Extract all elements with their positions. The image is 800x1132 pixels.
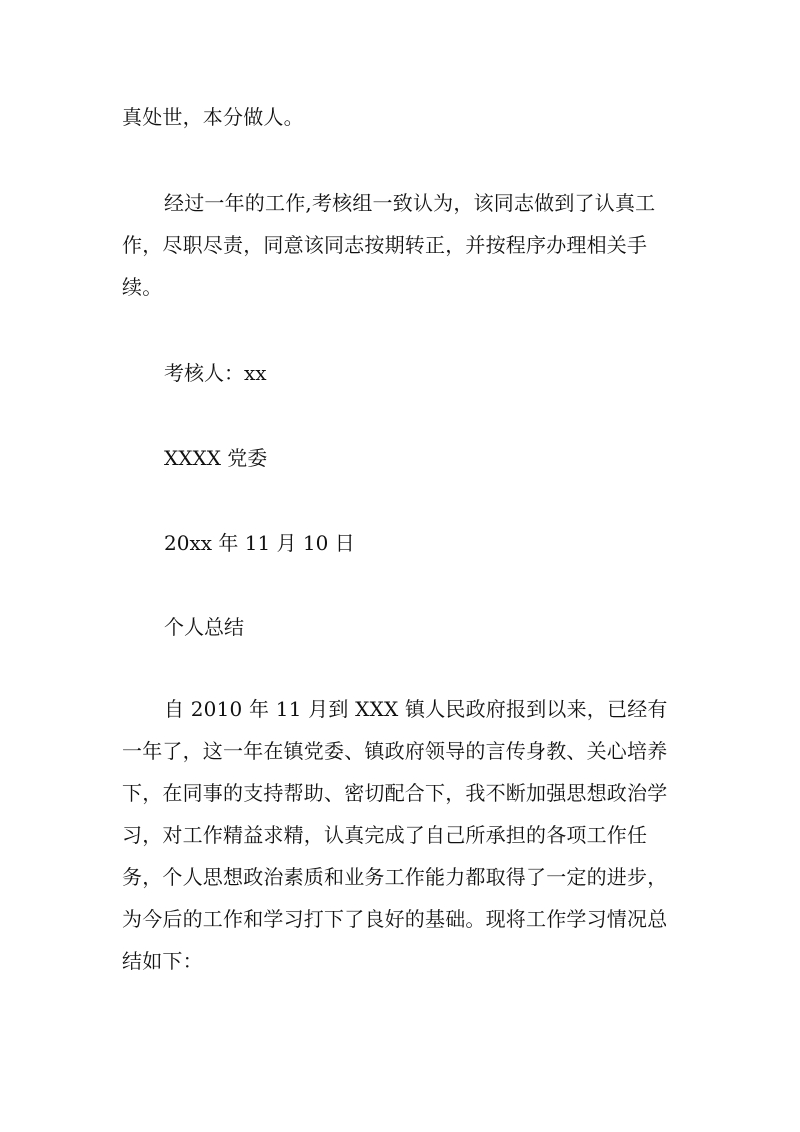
organization-line: XXXX 党委 (164, 446, 268, 470)
continuation-text: 真处世，本分做人。 (122, 105, 304, 129)
section-title: 个人总结 (164, 615, 244, 639)
date-line: 20xx 年 11 月 10 日 (164, 531, 355, 555)
summary-paragraph: 自 2010 年 11 月到 XXX 镇人民政府报到以来，已经有一年了，这一年在镇党委、镇政府领导的言传身教、关心培养下，在同事的支持帮助、密切配合下，我不断加强思想政治学习，对工作精益求精，认真完成了自己所承担的各项工作任务，个人思想政治素质和业务工作能力都取得了一定的进步，为今后的工作和学习打下了良好的基础。现将工作学习情况总结如下： (122, 697, 668, 973)
examiner-line: 考核人：xx (164, 361, 267, 385)
assessment-paragraph: 经过一年的工作,考核组一致认为，该同志做到了认真工作，尽职尽责，同意该同志按期转正，并按程序办理相关手续。 (122, 191, 656, 299)
